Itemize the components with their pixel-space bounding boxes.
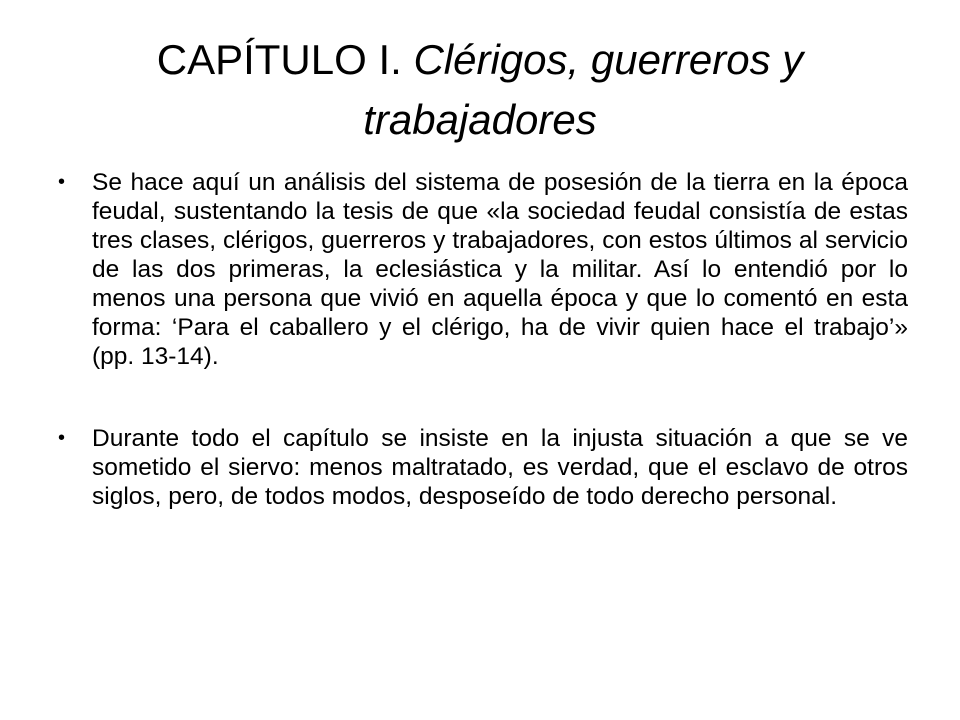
title-prefix: CAPÍTULO I. <box>156 36 414 83</box>
title-emphasis: Clérigos, guerreros y trabajadores <box>363 36 804 143</box>
bullet-item <box>58 424 908 511</box>
bullet-item <box>58 168 908 371</box>
bullet-text: Durante todo el capítulo se insiste en la injusta situación a que se ve sometido el siervo: menos maltratado, es verdad, que el esclavo de otros siglos, pero, de todos modos, desposeído de todo derecho personal. <box>92 425 908 510</box>
bullet-marker: • <box>58 171 66 193</box>
slide-title <box>60 30 900 150</box>
bullet-list <box>58 168 908 511</box>
bullet-marker: • <box>58 427 66 449</box>
bullet-text: Se hace aquí un análisis del sistema de posesión de la tierra en la época feudal, sustentando la tesis de que «la sociedad feudal consistía de estas tres clases, clérigos, guerreros y trabajadores, con estos últimos al servicio de las dos primeras, la eclesiástica y la militar. Así lo entendió por lo menos una persona que vivió en aquella época y que lo comentó en esta forma: ‘Para el caballero y el clérigo, ha de vivir quien hace el trabajo’» (pp. 13-14). <box>92 169 908 370</box>
